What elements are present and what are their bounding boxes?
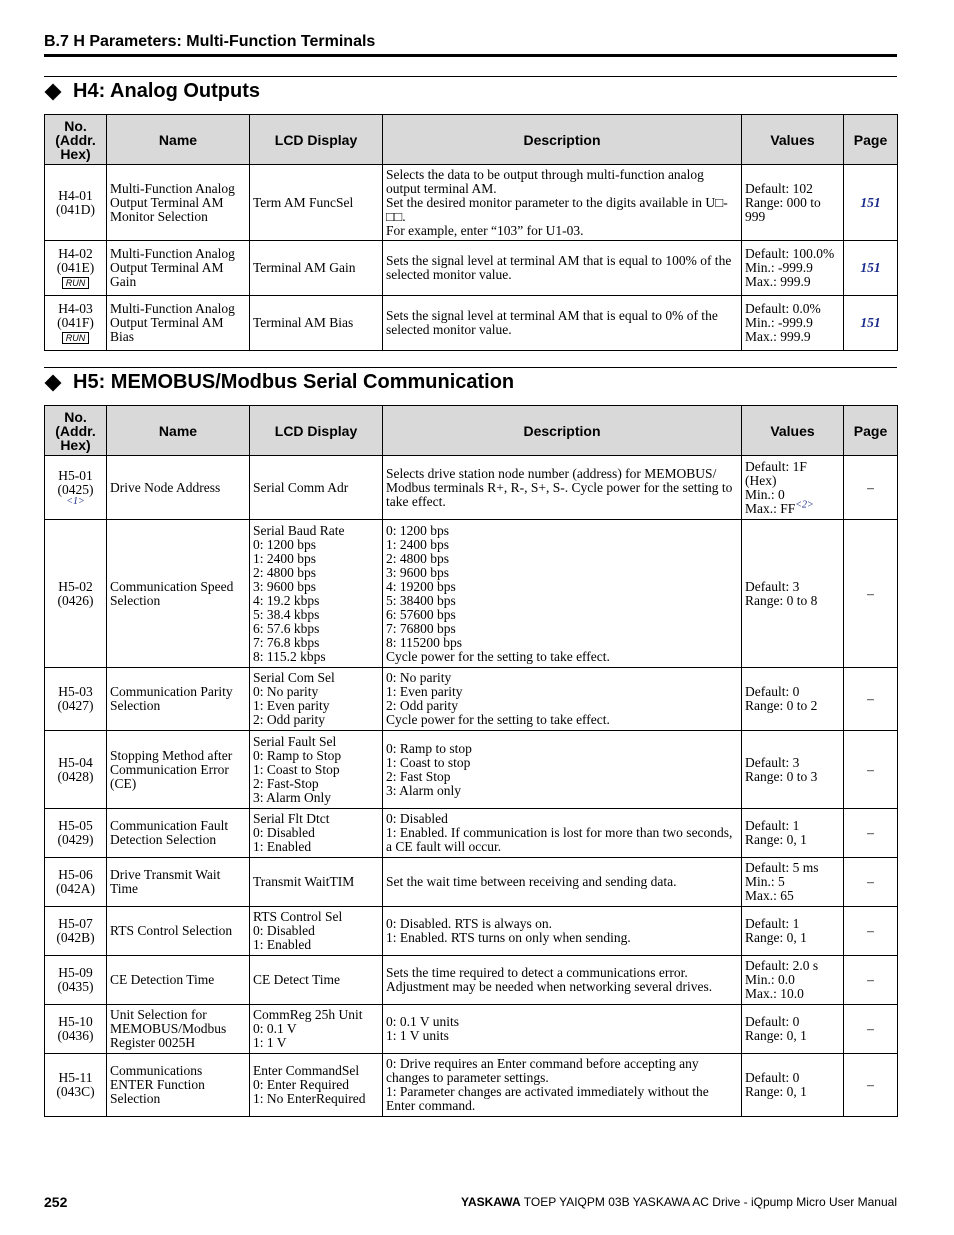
values: Default: 1 Range: 0, 1 (745, 916, 807, 945)
description-cell (383, 1005, 742, 1054)
param-name: Drive Transmit Wait Time (110, 867, 224, 896)
param-name-cell (107, 1054, 250, 1117)
header-rule (44, 54, 897, 57)
param-address: (0428) (57, 768, 94, 784)
description-cell (383, 241, 742, 296)
param-name: Multi-Function Analog Output Terminal AM Bias (110, 301, 239, 344)
h5-heading (44, 371, 514, 394)
param-address: (042A) (56, 881, 95, 896)
description-cell (383, 520, 742, 668)
description: Selects the data to be output through multi-function analog output terminal AM. Set the desired monitor parameter to the digits available in U□-□□. For example, enter “103” for U1-03. (386, 166, 728, 238)
param-number-cell (45, 858, 107, 907)
param-number-cell (45, 165, 107, 241)
page-link[interactable]: 151 (860, 260, 881, 275)
param-name-cell (107, 1005, 250, 1054)
param-name: Stopping Method after Communication Error (CE) (110, 747, 236, 791)
table-row (45, 520, 898, 668)
param-number-cell (45, 241, 107, 296)
diamond-bullet-icon (45, 374, 62, 391)
table-row (45, 668, 898, 731)
values: Default: 0.0% Min.: -999.9 Max.: 999.9 (745, 301, 821, 344)
table-row (45, 241, 898, 296)
table-row (45, 456, 898, 520)
page-cell (844, 296, 898, 351)
description-cell (383, 956, 742, 1005)
param-number-cell (45, 809, 107, 858)
page-none: – (867, 972, 874, 987)
lcd-display-cell (250, 809, 383, 858)
header-col-no: No. (Addr. Hex) (45, 406, 107, 456)
page-none: – (867, 1077, 874, 1092)
description: 0: 1200 bps 1: 2400 bps 2: 4800 bps 3: 9600 bps 4: 19200 bps 5: 38400 bps 6: 57600 bps 7: 76800 bps 8: 115200 bps Cycle power for the setting to take effect. (386, 522, 610, 664)
param-number-cell (45, 956, 107, 1005)
param-address: (041F) (57, 315, 94, 330)
description-cell (383, 668, 742, 731)
lcd-display-cell (250, 296, 383, 351)
param-number: H4-03 (58, 301, 93, 316)
lcd-display-cell (250, 1054, 383, 1117)
param-name-cell (107, 809, 250, 858)
param-number: H4-01 (58, 187, 93, 203)
page-number: 252 (44, 1194, 68, 1210)
values-cell (742, 165, 844, 241)
h4-heading-text: H4: Analog Outputs (73, 80, 261, 102)
param-name-cell (107, 731, 250, 809)
description-cell (383, 809, 742, 858)
description: Set the wait time between receiving and sending data. (386, 874, 677, 889)
description: Sets the signal level at terminal AM that is equal to 100% of the selected monitor value. (386, 253, 735, 282)
table-row (45, 858, 898, 907)
param-name-cell (107, 907, 250, 956)
run-badge: RUN (62, 277, 90, 289)
header-col-description: Description (383, 115, 742, 165)
page-cell (844, 731, 898, 809)
h5-rule (44, 367, 897, 368)
h5-heading-text: H5: MEMOBUS/Modbus Serial Communication (73, 371, 515, 393)
lcd-display-cell (250, 456, 383, 520)
page-cell (844, 241, 898, 296)
param-address: (0427) (57, 698, 94, 713)
description: Selects drive station node number (address) for MEMOBUS/ Modbus terminals R+, R-, S+, S-. Cycle power for the setting to take effect. (386, 465, 736, 509)
lcd-display-cell (250, 165, 383, 241)
values-cell (742, 520, 844, 668)
param-name-cell (107, 956, 250, 1005)
values: Default: 1F (Hex) Min.: 0 Max.: FF (745, 458, 807, 516)
param-name-cell (107, 296, 250, 351)
lcd-display: Serial Com Sel 0: No parity 1: Even parity 2: Odd parity (253, 670, 335, 727)
header-col-lcd: LCD Display (250, 406, 383, 456)
param-name-cell (107, 241, 250, 296)
page-link[interactable]: 151 (860, 315, 881, 330)
header-col-values: Values (742, 115, 844, 165)
lcd-display-cell (250, 520, 383, 668)
param-number-cell (45, 668, 107, 731)
description-cell (383, 165, 742, 241)
description: 0: 0.1 V units 1: 1 V units (386, 1014, 460, 1043)
lcd-display: CE Detect Time (253, 972, 340, 987)
description-cell (383, 296, 742, 351)
header-col-name: Name (107, 115, 250, 165)
footer-doc-title: TOEP YAIQPM 03B YASKAWA AC Drive - iQpump Micro User Manual (523, 1195, 897, 1209)
lcd-display: Serial Flt Dtct 0: Disabled 1: Enabled (253, 811, 330, 854)
param-address: (042B) (56, 930, 95, 945)
header-col-lcd: LCD Display (250, 115, 383, 165)
param-number-cell (45, 520, 107, 668)
page-cell (844, 858, 898, 907)
values-cell (742, 809, 844, 858)
param-number-cell (45, 456, 107, 520)
param-name-cell (107, 520, 250, 668)
page-cell (844, 520, 898, 668)
param-address: (0426) (57, 592, 94, 608)
param-name-cell (107, 858, 250, 907)
values: Default: 0 Range: 0, 1 (745, 1014, 807, 1043)
param-number-cell (45, 907, 107, 956)
param-number: H5-09 (58, 965, 93, 980)
h4-parameter-table (44, 114, 898, 351)
header-col-page: Page (844, 406, 898, 456)
lcd-display-cell (250, 1005, 383, 1054)
table-row (45, 907, 898, 956)
values: Default: 100.0% Min.: -999.9 Max.: 999.9 (745, 246, 835, 289)
lcd-display: Serial Baud Rate 0: 1200 bps 1: 2400 bps 2: 4800 bps 3: 9600 bps 4: 19.2 kbps 5: 38.4 kbps 6: 57.6 kbps 7: 76.8 kbps 8: 115.2 kbps (253, 522, 345, 664)
page-cell (844, 956, 898, 1005)
values-cell (742, 731, 844, 809)
page-cell (844, 668, 898, 731)
param-address: (0429) (57, 832, 94, 847)
values: Default: 1 Range: 0, 1 (745, 818, 807, 847)
header-col-page: Page (844, 115, 898, 165)
param-address: (0425) (57, 481, 94, 497)
values: Default: 102 Range: 000 to 999 (745, 180, 821, 224)
header-col-values: Values (742, 406, 844, 456)
h5-parameter-table (44, 405, 898, 1117)
param-address: (0435) (57, 979, 94, 994)
description-cell (383, 456, 742, 520)
run-badge: RUN (62, 332, 90, 344)
values-cell (742, 296, 844, 351)
section-header: B.7 H Parameters: Multi-Function Terminals (44, 33, 376, 50)
param-number: H4-02 (58, 246, 93, 261)
param-number: H5-05 (58, 818, 93, 833)
footnote-link[interactable]: <2> (795, 499, 814, 510)
h4-rule (44, 76, 897, 77)
param-number-cell (45, 1054, 107, 1117)
param-name: Multi-Function Analog Output Terminal AM Gain (110, 246, 239, 289)
param-name: Communication Fault Detection Selection (110, 818, 232, 847)
lcd-display: Terminal AM Gain (253, 260, 356, 275)
param-number: H5-02 (58, 578, 93, 594)
values-cell (742, 241, 844, 296)
param-name: RTS Control Selection (110, 923, 233, 938)
lcd-display: RTS Control Sel 0: Disabled 1: Enabled (253, 909, 343, 952)
footnote-link[interactable]: <1> (66, 495, 85, 507)
page-cell (844, 1054, 898, 1117)
description-cell (383, 1054, 742, 1117)
description: 0: No parity 1: Even parity 2: Odd parity Cycle power for the setting to take effect. (386, 670, 610, 727)
description-cell (383, 907, 742, 956)
page-none: – (867, 479, 874, 495)
param-number-cell (45, 1005, 107, 1054)
description: 0: Drive requires an Enter command before accepting any changes to parameter settings. 1: Parameter changes are activated immediately without the Enter command. (386, 1056, 709, 1113)
param-number-cell (45, 296, 107, 351)
param-number: H5-06 (58, 867, 93, 882)
table-row (45, 809, 898, 858)
table-row (45, 956, 898, 1005)
page-cell (844, 456, 898, 520)
param-name: Drive Node Address (110, 479, 221, 495)
param-address: (0436) (57, 1028, 94, 1043)
footer-brand: YASKAWA (461, 1195, 521, 1209)
description: 0: Ramp to stop 1: Coast to stop 2: Fast Stop 3: Alarm only (386, 740, 472, 798)
param-name: CE Detection Time (110, 972, 215, 987)
values-cell (742, 956, 844, 1005)
description: Sets the time required to detect a communications error. Adjustment may be needed when networking several drives. (386, 965, 713, 994)
lcd-display-cell (250, 858, 383, 907)
values-cell (742, 1054, 844, 1117)
description: 0: Disabled 1: Enabled. If communication is lost for more than two seconds, a CE fault will occur. (386, 811, 733, 854)
h4-header-row (45, 115, 898, 165)
page-none: – (867, 874, 874, 889)
lcd-display-cell (250, 241, 383, 296)
values-cell (742, 858, 844, 907)
values-cell (742, 907, 844, 956)
values-cell (742, 668, 844, 731)
page-none: – (867, 923, 874, 938)
page-none: – (867, 585, 874, 601)
param-number: H5-01 (58, 467, 93, 483)
lcd-display: Term AM FuncSel (253, 194, 354, 210)
page-none: – (867, 761, 874, 777)
values-cell (742, 456, 844, 520)
table-row (45, 296, 898, 351)
table-row (45, 1054, 898, 1117)
lcd-display: CommReg 25h Unit 0: 0.1 V 1: 1 V (253, 1007, 363, 1050)
page-cell (844, 1005, 898, 1054)
table-row (45, 1005, 898, 1054)
page-cell (844, 809, 898, 858)
param-name: Multi-Function Analog Output Terminal AM Monitor Selection (110, 180, 239, 224)
values: Default: 5 ms Min.: 5 Max.: 65 (745, 860, 819, 903)
param-name: Communications ENTER Function Selection (110, 1063, 209, 1106)
values: Default: 2.0 s Min.: 0.0 Max.: 10.0 (745, 958, 819, 1001)
param-address: (041E) (56, 260, 95, 275)
description: 0: Disabled. RTS is always on. 1: Enabled. RTS turns on only when sending. (386, 916, 631, 945)
param-number: H5-11 (58, 1070, 93, 1085)
values: Default: 0 Range: 0, 1 (745, 1070, 807, 1099)
values-cell (742, 1005, 844, 1054)
header-col-no: No. (Addr. Hex) (45, 115, 107, 165)
lcd-display-cell (250, 668, 383, 731)
table-row (45, 731, 898, 809)
lcd-display: Serial Fault Sel 0: Ramp to Stop 1: Coast to Stop 2: Fast-Stop 3: Alarm Only (253, 733, 342, 805)
description-cell (383, 731, 742, 809)
values: Default: 3 Range: 0 to 3 (745, 754, 818, 784)
table-row (45, 165, 898, 241)
param-name: Communication Parity Selection (110, 684, 236, 713)
footer-title (461, 1195, 897, 1209)
h5-header-row (45, 406, 898, 456)
param-name-cell (107, 668, 250, 731)
param-address: (043C) (56, 1084, 95, 1099)
param-name: Communication Speed Selection (110, 578, 237, 608)
description: Sets the signal level at terminal AM that is equal to 0% of the selected monitor value. (386, 308, 722, 337)
page-link[interactable]: 151 (860, 194, 881, 210)
page-cell (844, 907, 898, 956)
description-cell (383, 858, 742, 907)
header-col-description: Description (383, 406, 742, 456)
lcd-display: Transmit WaitTIM (253, 874, 355, 889)
param-name-cell (107, 165, 250, 241)
param-name-cell (107, 456, 250, 520)
values: Default: 0 Range: 0 to 2 (745, 684, 818, 713)
page-none: – (867, 691, 874, 706)
h4-heading (44, 80, 260, 103)
lcd-display-cell (250, 956, 383, 1005)
lcd-display: Enter CommandSel 0: Enter Required 1: No EnterRequired (253, 1063, 366, 1106)
param-name: Unit Selection for MEMOBUS/Modbus Register 0025H (110, 1007, 230, 1050)
lcd-display-cell (250, 731, 383, 809)
param-number-cell (45, 731, 107, 809)
page-none: – (867, 1021, 874, 1036)
header-col-name: Name (107, 406, 250, 456)
lcd-display-cell (250, 907, 383, 956)
param-number: H5-03 (58, 684, 93, 699)
values: Default: 3 Range: 0 to 8 (745, 578, 818, 608)
lcd-display: Serial Comm Adr (253, 479, 349, 495)
param-number: H5-07 (58, 916, 93, 931)
param-number: H5-04 (58, 754, 93, 770)
param-number: H5-10 (58, 1014, 93, 1029)
page-cell (844, 165, 898, 241)
page-none: – (867, 825, 874, 840)
diamond-bullet-icon (45, 83, 62, 100)
lcd-display: Terminal AM Bias (253, 315, 354, 330)
param-address: (041D) (56, 201, 95, 217)
